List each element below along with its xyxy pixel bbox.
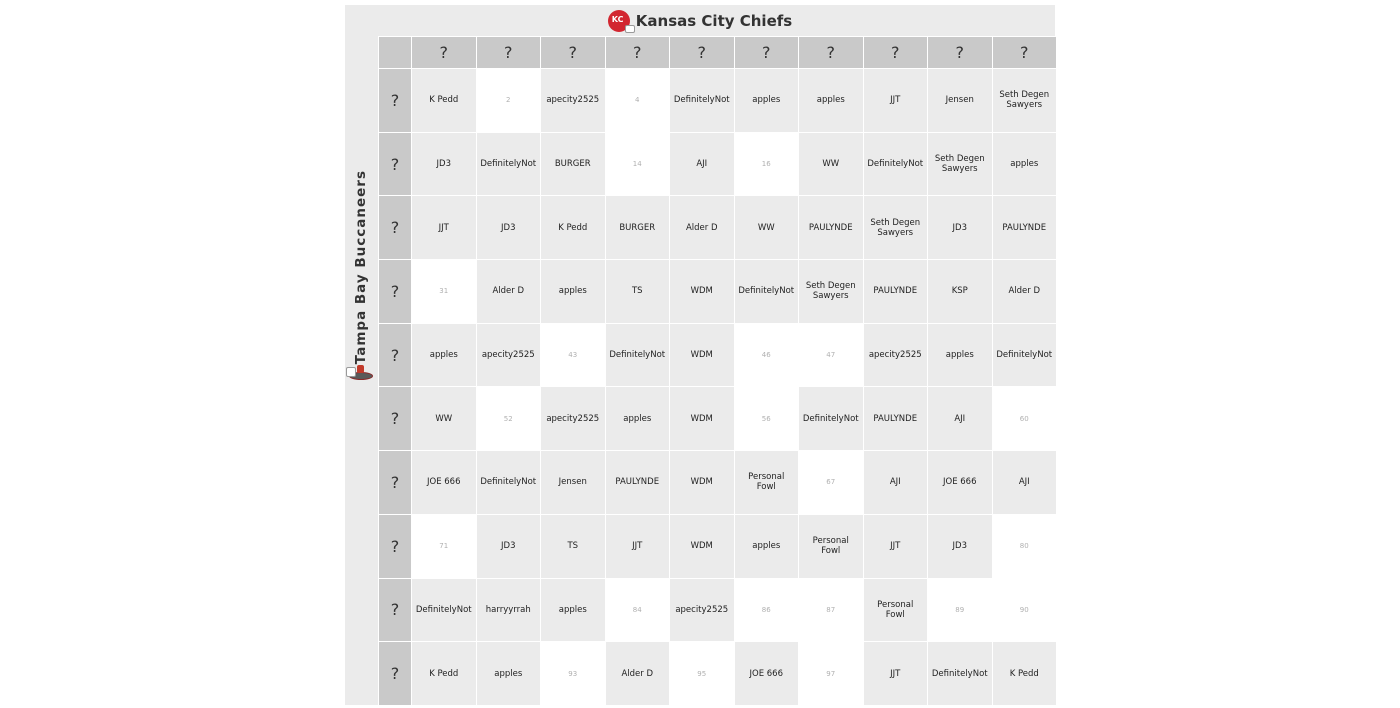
side-team-header	[345, 36, 378, 705]
claimed-square[interactable]: Alder D	[993, 260, 1058, 324]
claimed-square[interactable]: BURGER	[541, 133, 606, 197]
claimed-square[interactable]: JOE 666	[928, 451, 993, 515]
claimed-square[interactable]: JD3	[928, 196, 993, 260]
column-number-2: ?	[477, 37, 542, 69]
row-number-2: ?	[379, 133, 412, 197]
top-team-name: Kansas City Chiefs	[635, 11, 793, 30]
claimed-square[interactable]: Alder D	[670, 196, 735, 260]
claimed-square[interactable]: AJI	[993, 451, 1058, 515]
open-square[interactable]: 4	[606, 69, 671, 133]
claimed-square[interactable]: K Pedd	[993, 642, 1058, 706]
claimed-square[interactable]: DefinitelyNot	[477, 133, 542, 197]
open-square[interactable]: 46	[735, 324, 800, 388]
open-square[interactable]: 89	[928, 579, 993, 643]
claimed-square[interactable]: PAULYNDE	[864, 387, 929, 451]
claimed-square[interactable]: AJI	[864, 451, 929, 515]
claimed-square[interactable]: Personal Fowl	[864, 579, 929, 643]
column-number-8: ?	[864, 37, 929, 69]
row-number-10: ?	[379, 642, 412, 706]
claimed-square[interactable]: Seth Degen Sawyers	[993, 69, 1058, 133]
open-square[interactable]: 2	[477, 69, 542, 133]
claimed-square[interactable]: Personal Fowl	[799, 515, 864, 579]
row-number-5: ?	[379, 324, 412, 388]
row-number-8: ?	[379, 515, 412, 579]
claimed-square[interactable]: K Pedd	[412, 69, 477, 133]
claimed-square[interactable]: JD3	[928, 515, 993, 579]
open-square[interactable]: 56	[735, 387, 800, 451]
claimed-square[interactable]: Jensen	[928, 69, 993, 133]
claimed-square[interactable]: Seth Degen Sawyers	[864, 196, 929, 260]
claimed-square[interactable]: PAULYNDE	[799, 196, 864, 260]
claimed-square[interactable]: PAULYNDE	[606, 451, 671, 515]
column-number-1: ?	[412, 37, 477, 69]
row-number-4: ?	[379, 260, 412, 324]
open-square[interactable]: 80	[993, 515, 1058, 579]
claimed-square[interactable]: K Pedd	[412, 642, 477, 706]
claimed-square[interactable]: harryyrrah	[477, 579, 542, 643]
open-square[interactable]: 43	[541, 324, 606, 388]
open-square[interactable]: 97	[799, 642, 864, 706]
open-square[interactable]: 93	[541, 642, 606, 706]
column-number-3: ?	[541, 37, 606, 69]
claimed-square[interactable]: apecity2525	[477, 324, 542, 388]
row-number-7: ?	[379, 451, 412, 515]
tb-helmet-icon	[349, 372, 373, 380]
claimed-square[interactable]: apples	[799, 69, 864, 133]
claimed-square[interactable]: JJT	[864, 515, 929, 579]
claimed-square[interactable]: DefinitelyNot	[477, 451, 542, 515]
claimed-square[interactable]: KSP	[928, 260, 993, 324]
open-square[interactable]: 14	[606, 133, 671, 197]
claimed-square[interactable]: JJT	[412, 196, 477, 260]
claimed-square[interactable]: WDM	[670, 324, 735, 388]
claimed-square[interactable]: apples	[477, 642, 542, 706]
kc-helmet-icon	[608, 10, 630, 32]
open-square[interactable]: 95	[670, 642, 735, 706]
claimed-square[interactable]: Alder D	[606, 642, 671, 706]
claimed-square[interactable]: AJI	[670, 133, 735, 197]
claimed-square[interactable]: K Pedd	[541, 196, 606, 260]
claimed-square[interactable]: DefinitelyNot	[412, 579, 477, 643]
claimed-square[interactable]: JOE 666	[735, 642, 800, 706]
top-team-header	[345, 5, 1055, 36]
claimed-square[interactable]: apecity2525	[541, 69, 606, 133]
claimed-square[interactable]: WW	[799, 133, 864, 197]
claimed-square[interactable]: DefinitelyNot	[864, 133, 929, 197]
open-square[interactable]: 87	[799, 579, 864, 643]
squares-grid	[378, 36, 1057, 706]
claimed-square[interactable]: WW	[735, 196, 800, 260]
claimed-square[interactable]: apecity2525	[541, 387, 606, 451]
claimed-square[interactable]: JD3	[412, 133, 477, 197]
open-square[interactable]: 52	[477, 387, 542, 451]
claimed-square[interactable]: JJT	[864, 642, 929, 706]
claimed-square[interactable]: DefinitelyNot	[799, 387, 864, 451]
claimed-square[interactable]: Jensen	[541, 451, 606, 515]
claimed-square[interactable]: WW	[412, 387, 477, 451]
claimed-square[interactable]: WDM	[670, 387, 735, 451]
claimed-square[interactable]: Personal Fowl	[735, 451, 800, 515]
claimed-square[interactable]: JJT	[606, 515, 671, 579]
column-number-10: ?	[993, 37, 1058, 69]
claimed-square[interactable]: apples	[606, 387, 671, 451]
claimed-square[interactable]: PAULYNDE	[864, 260, 929, 324]
claimed-square[interactable]: apples	[541, 579, 606, 643]
open-square[interactable]: 71	[412, 515, 477, 579]
claimed-square[interactable]: Seth Degen Sawyers	[928, 133, 993, 197]
open-square[interactable]: 67	[799, 451, 864, 515]
claimed-square[interactable]: apples	[993, 133, 1058, 197]
column-number-7: ?	[799, 37, 864, 69]
open-square[interactable]: 86	[735, 579, 800, 643]
claimed-square[interactable]: DefinitelyNot	[670, 69, 735, 133]
column-number-4: ?	[606, 37, 671, 69]
row-number-6: ?	[379, 387, 412, 451]
claimed-square[interactable]: apples	[735, 69, 800, 133]
claimed-square[interactable]: TS	[541, 515, 606, 579]
column-number-5: ?	[670, 37, 735, 69]
claimed-square[interactable]: JJT	[864, 69, 929, 133]
claimed-square[interactable]: DefinitelyNot	[735, 260, 800, 324]
claimed-square[interactable]: apples	[541, 260, 606, 324]
open-square[interactable]: 47	[799, 324, 864, 388]
claimed-square[interactable]: AJI	[928, 387, 993, 451]
claimed-square[interactable]: Seth Degen Sawyers	[799, 260, 864, 324]
row-number-9: ?	[379, 579, 412, 643]
claimed-square[interactable]: apecity2525	[670, 579, 735, 643]
open-square[interactable]: 84	[606, 579, 671, 643]
claimed-square[interactable]: TS	[606, 260, 671, 324]
side-team-name: Tampa Bay Buccaneers	[353, 170, 369, 365]
open-square[interactable]: 31	[412, 260, 477, 324]
claimed-square[interactable]: WDM	[670, 260, 735, 324]
row-number-3: ?	[379, 196, 412, 260]
open-square[interactable]: 90	[993, 579, 1058, 643]
claimed-square[interactable]: WDM	[670, 451, 735, 515]
claimed-square[interactable]: JOE 666	[412, 451, 477, 515]
open-square[interactable]: 16	[735, 133, 800, 197]
grid-corner	[379, 37, 412, 69]
column-number-6: ?	[735, 37, 800, 69]
open-square[interactable]: 60	[993, 387, 1058, 451]
claimed-square[interactable]: apecity2525	[864, 324, 929, 388]
claimed-square[interactable]: WDM	[670, 515, 735, 579]
claimed-square[interactable]: DefinitelyNot	[606, 324, 671, 388]
claimed-square[interactable]: apples	[928, 324, 993, 388]
claimed-square[interactable]: DefinitelyNot	[993, 324, 1058, 388]
claimed-square[interactable]: PAULYNDE	[993, 196, 1058, 260]
claimed-square[interactable]: apples	[412, 324, 477, 388]
claimed-square[interactable]: BURGER	[606, 196, 671, 260]
squares-board	[345, 5, 1055, 705]
column-number-9: ?	[928, 37, 993, 69]
claimed-square[interactable]: JD3	[477, 515, 542, 579]
claimed-square[interactable]: Alder D	[477, 260, 542, 324]
claimed-square[interactable]: DefinitelyNot	[928, 642, 993, 706]
row-number-1: ?	[379, 69, 412, 133]
claimed-square[interactable]: apples	[735, 515, 800, 579]
claimed-square[interactable]: JD3	[477, 196, 542, 260]
